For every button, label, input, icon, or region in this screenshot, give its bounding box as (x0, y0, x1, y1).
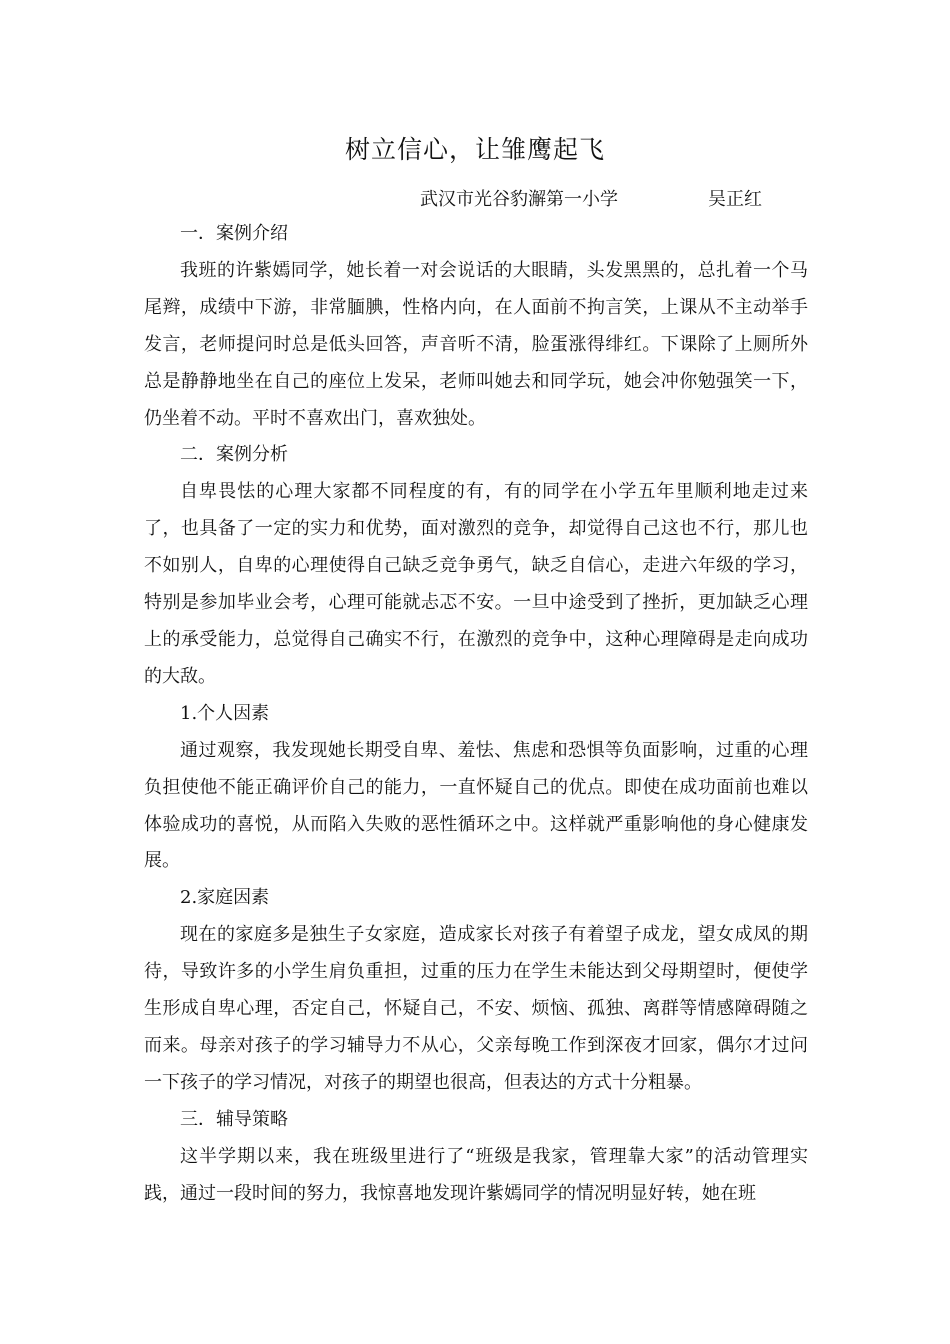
paragraph: 通过观察，我发现她长期受自卑、羞怯、焦虑和恐惧等负面影响，过重的心理负担使他不能正确评价自己的能力，一直怀疑自己的优点。即使在成功面前也难以体验成功的喜悦，从而陷入失败的恶性循环之中。这样就严重影响他的身心健康发展。 (144, 739, 808, 872)
paragraph: 这半学期以来，我在班级里进行了“班级是我家，管理靠大家”的活动管理实践，通过一段时间的努力，我惊喜地发现许紫嫣同学的情况明显好转，她在班 (144, 1145, 808, 1204)
paragraph: 我班的许紫嫣同学，她长着一对会说话的大眼睛，头发黑黑的，总扎着一个马尾辫，成绩中下游，非常腼腆，性格内向，在人面前不拘言笑，上课从不主动举手发言，老师提问时总是低头回答，声音听不清，脸蛋涨得绯红。下课除了上厕所外总是静静地坐在自己的座位上发呆，老师叫她去和同学玩，她会冲你勉强笑一下，仍坐着不动。平时不喜欢出门，喜欢独处。 (144, 259, 808, 429)
document-title: 树立信心，让雏鹰起飞 (344, 135, 605, 164)
section-heading: 一．案例介绍 (180, 223, 288, 244)
byline (420, 185, 762, 215)
subsection-heading: 1.个人因素 (180, 702, 270, 724)
byline-author: 吴正红 (708, 189, 762, 210)
byline-school: 武汉市光谷豹澥第一小学 (420, 189, 618, 210)
paragraph: 现在的家庭多是独生子女家庭，造成家长对孩子有着望子成龙，望女成凤的期待，导致许多的小学生肩负重担，过重的压力在学生未能达到父母期望时，便使学生形成自卑心理，否定自己，怀疑自己，不安、烦恼、孤独、离群等情感障碍随之而来。母亲对孩子的学习辅导力不从心，父亲每晚工作到深夜才回家，偶尔才过问一下孩子的学习情况，对孩子的期望也很高，但表达的方式十分粗暴。 (144, 924, 808, 1093)
section-heading: 三．辅导策略 (180, 1108, 288, 1130)
subsection-heading: 2.家庭因素 (180, 887, 270, 909)
document-body (144, 216, 808, 1212)
paragraph: 自卑畏怯的心理大家都不同程度的有，有的同学在小学五年里顺利地走过来了，也具备了一定的实力和优势，面对激烈的竞争，却觉得自己这也不行，那儿也不如别人，自卑的心理使得自己缺乏竞争勇气，缺乏自信心，走进六年级的学习，特别是参加毕业会考，心理可能就忐忑不安。一旦中途受到了挫折，更加缺乏心理上的承受能力，总觉得自己确实不行，在激烈的竞争中，这种心理障碍是走向成功的大敌。 (144, 481, 808, 687)
section-heading: 二．案例分析 (180, 444, 288, 466)
